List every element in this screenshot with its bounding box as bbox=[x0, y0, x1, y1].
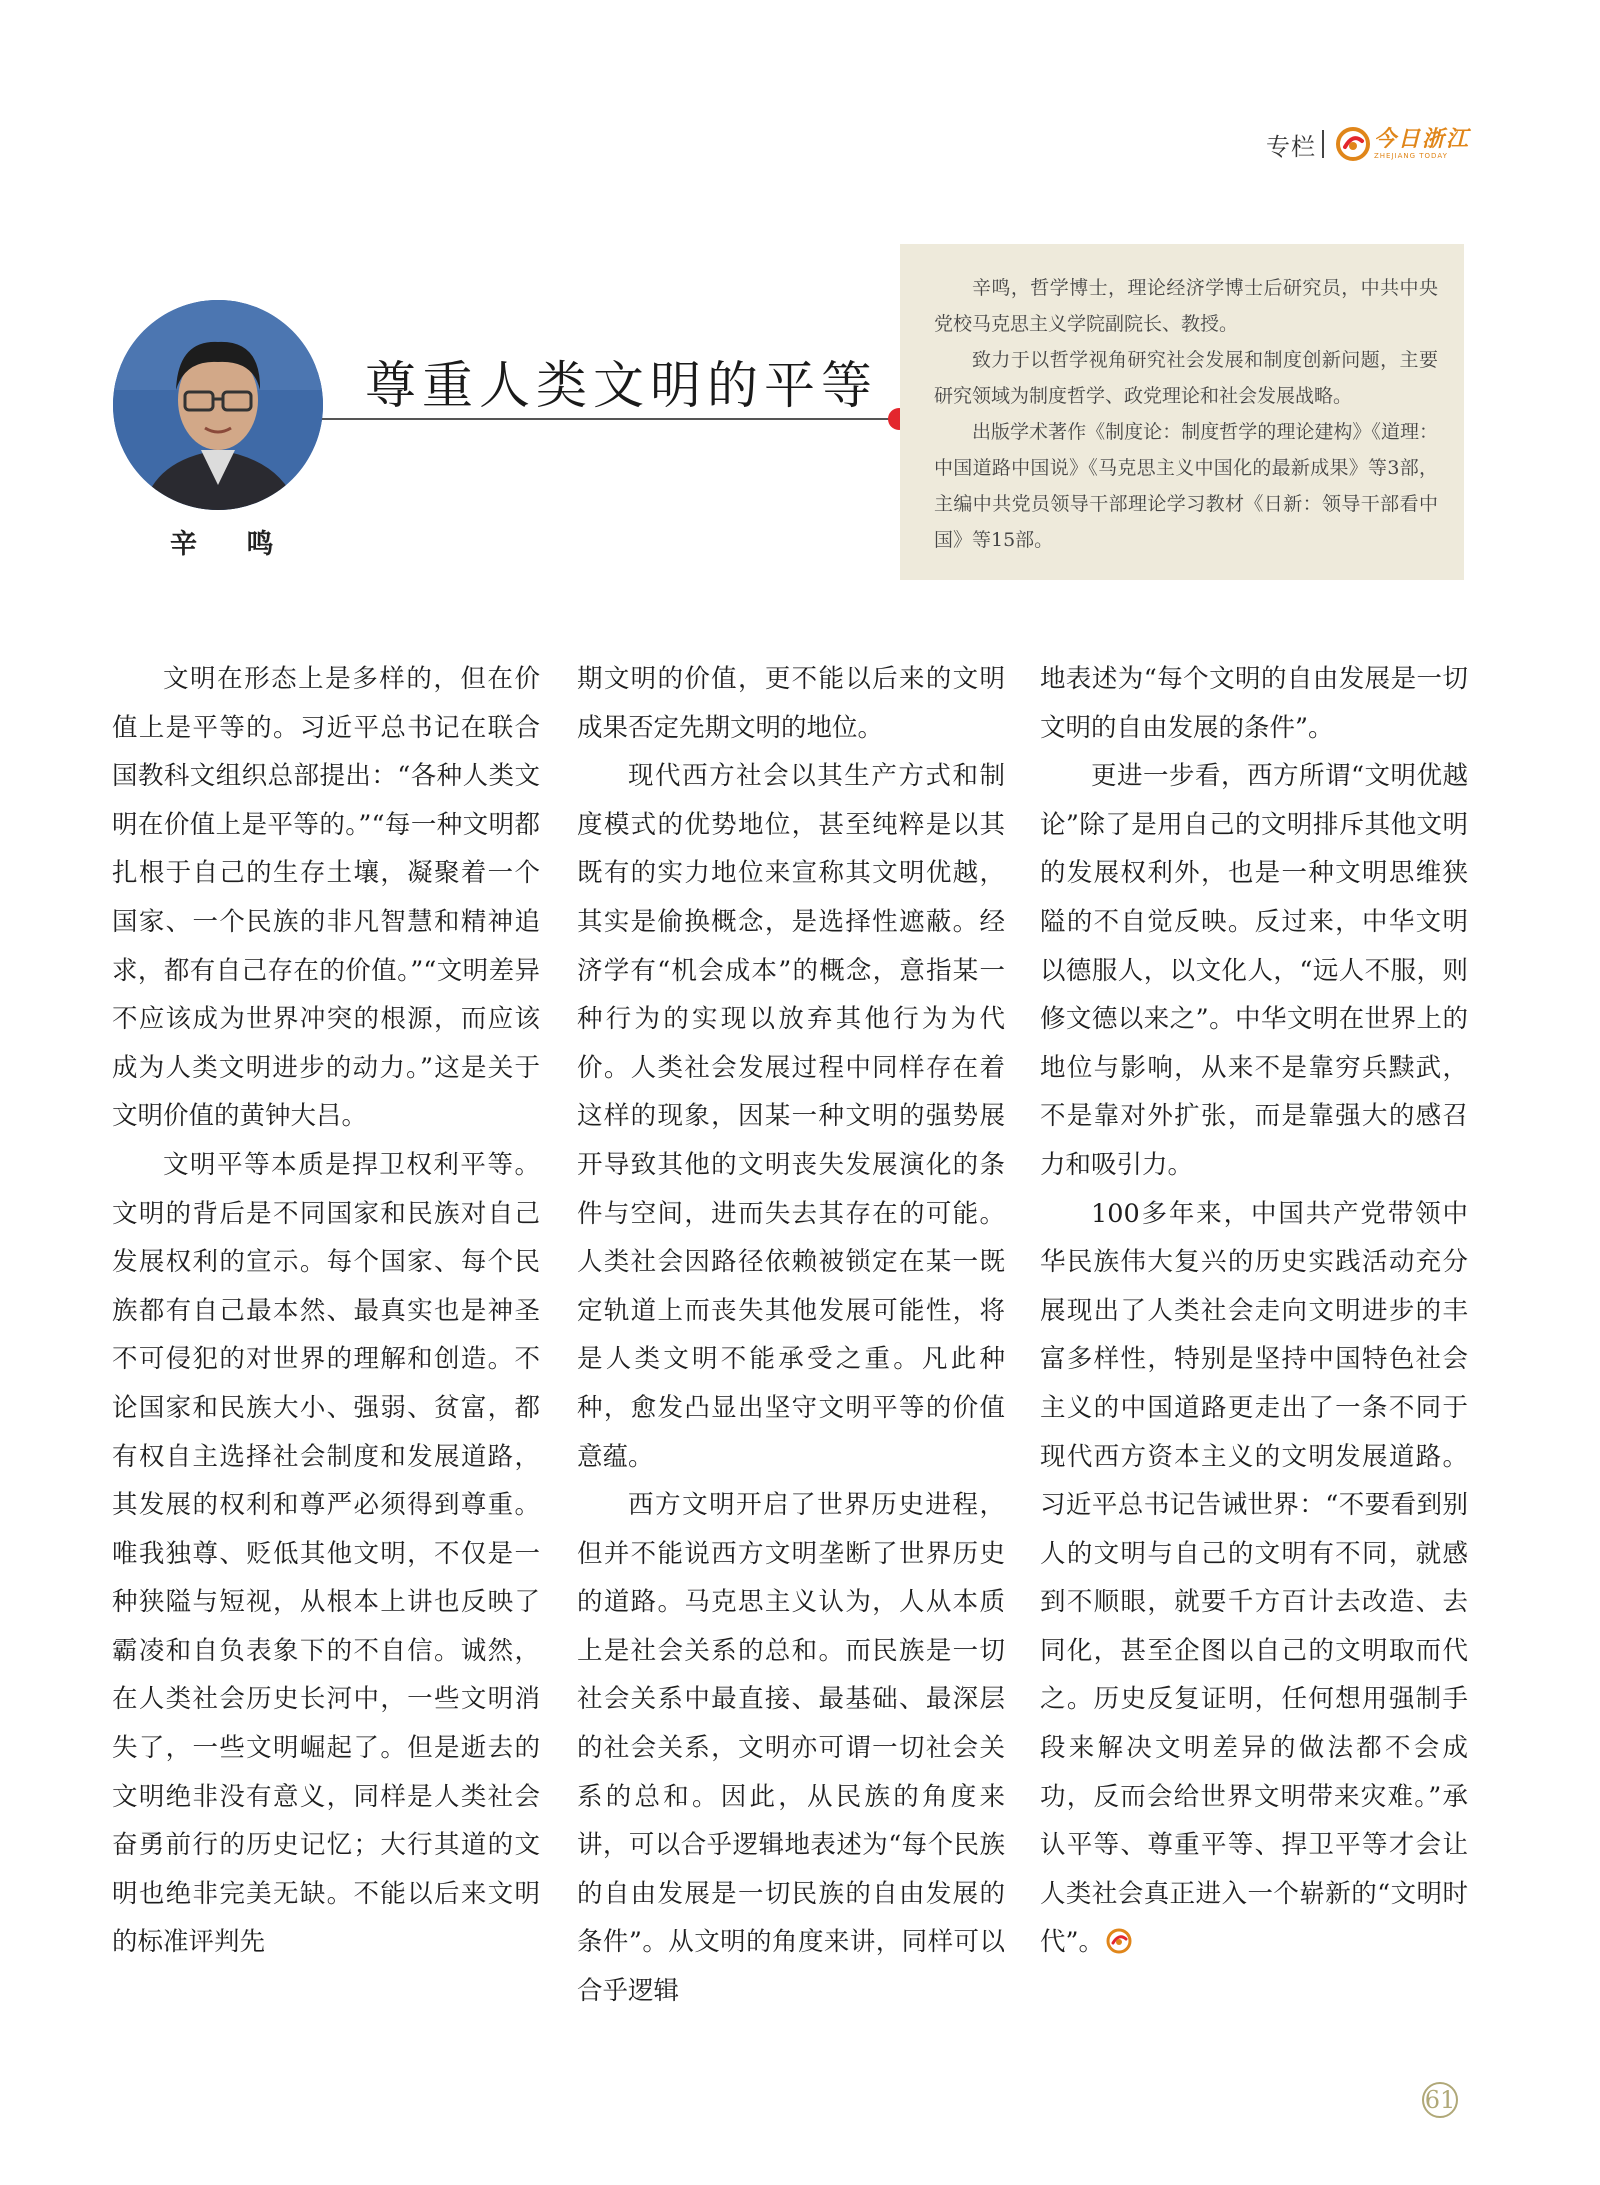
body-paragraph: 现代西方社会以其生产方式和制度模式的优势地位，甚至纯粹是以其既有的实力地位来宣称其文明优越，其实是偷换概念，是选择性遮蔽。经济学有“机会成本”的概念，意指某一种行为的实现以放弃其他行为为代价。人类社会发展过程中同样存在着这样的现象，因某一种文明的强势展开导致其他的文明丧失发展演化的条件与空间，进而失去其存在的可能。人类社会因路径依赖被锁定在某一既定轨道上而丧失其他发展可能性，将是人类文明不能承受之重。凡此种种，愈发凸显出坚守文明平等的价值意蕴。 bbox=[577, 761, 1005, 1472]
author-name: 辛 鸣 bbox=[170, 529, 294, 560]
body-paragraph: 文明平等本质是捍卫权利平等。文明的背后是不同国家和民族对自己发展权利的宣示。每个国家、每个民族都有自己最本然、最真实也是神圣不可侵犯的对世界的理解和创造。不论国家和民族大小、强弱、贫富，都有权自主选择社会制度和发展道路，其发展的权利和尊严必须得到尊重。唯我独尊、贬低其他文明，不仅是一种狭隘与短视，从根本上讲也反映了霸凌和自负表象下的不自信。诚然，在人类社会历史长河中，一些文明消失了，一些文明崛起了。但是逝去的文明绝非没有意义，同样是人类社会奋勇前行的历史记忆；大行其道的文明也绝非完美无缺。不能以后来文明的标准评判先 bbox=[112, 1149, 540, 1958]
bio-paragraph: 辛鸣，哲学博士，理论经济学博士后研究员，中共中央党校马克思主义学院副院长、教授。 bbox=[934, 277, 1438, 335]
column-label: 专栏 bbox=[1265, 132, 1316, 161]
end-mark-icon bbox=[1106, 1928, 1132, 1954]
body-paragraph-last bbox=[1040, 1190, 1468, 1968]
body-column-2 bbox=[577, 655, 1005, 2016]
bio-paragraph: 出版学术著作《制度论：制度哲学的理论建构》《道理：中国道路中国说》《马克思主义中国化的最新成果》等3部，主编中共党员领导干部理论学习教材《日新：领导干部看中国》等15部。 bbox=[934, 421, 1438, 551]
author-portrait bbox=[113, 300, 323, 510]
logo-text bbox=[1373, 126, 1470, 160]
title-rule bbox=[322, 418, 898, 420]
last-paragraph-text: 100多年来，中国共产党带领中华民族伟大复兴的历史实践活动充分展现出了人类社会走向文明进步的丰富多样性，特别是坚持中国特色社会主义的中国道路更走出了一条不同于现代西方资本主义的文明发展道路。习近平总书记告诫世界：“不要看到别人的文明与自己的文明有不同，就感到不顺眼，就要千方百计去改造、去同化，甚至企图以自己的文明取而代之。历史反复证明，任何想用强制手段来解决文明差异的做法都不会成功，反而会给世界文明带来灾难。”承认平等、尊重平等、捍卫平等才会让人类社会真正进入一个崭新的“文明时代”。 bbox=[1040, 1198, 1468, 1958]
page-header bbox=[1266, 126, 1470, 162]
logo-english: ZHEJIANG TODAY bbox=[1373, 151, 1448, 160]
body-column-1 bbox=[112, 655, 540, 1967]
body-paragraph: 地表述为“每个文明的自由发展是一切文明的自由发展的条件”。 bbox=[1040, 664, 1468, 743]
body-column-3 bbox=[1040, 655, 1468, 1967]
body-paragraph: 期文明的价值，更不能以后来的文明成果否定先期文明的地位。 bbox=[577, 664, 1005, 743]
author-bio-box bbox=[900, 244, 1464, 580]
body-paragraph: 西方文明开启了世界历史进程，但并不能说西方文明垄断了世界历史的道路。马克思主义认为，人从本质上是社会关系的总和。而民族是一切社会关系中最直接、最基础、最深层的社会关系，文明亦可谓一切社会关系的总和。因此，从民族的角度来讲，可以合乎逻辑地表述为“每个民族的自由发展是一切民族的自由发展的条件”。从文明的角度来讲，同样可以合乎逻辑 bbox=[577, 1490, 1005, 2007]
header-divider bbox=[1322, 130, 1324, 158]
body-paragraph: 文明在形态上是多样的，但在价值上是平等的。习近平总书记在联合国教科文组织总部提出：“各种人类文明在价值上是平等的。”“每一种文明都扎根于自己的生存土壤，凝聚着一个国家、一个民族的非凡智慧和精神追求，都有自己存在的价值。”“文明差异不应该成为世界冲突的根源，而应该成为人类文明进步的动力。”这是关于文明价值的黄钟大吕。 bbox=[112, 664, 540, 1132]
body-paragraph: 更进一步看，西方所谓“文明优越论”除了是用自己的文明排斥其他文明的发展权利外，也是一种文明思维狭隘的不自觉反映。反过来，中华文明以德服人，以文化人，“远人不服，则修文德以来之”。中华文明在世界上的地位与影响，从来不是靠穷兵黩武，不是靠对外扩张，而是靠强大的感召力和吸引力。 bbox=[1040, 761, 1468, 1180]
bio-paragraph: 致力于以哲学视角研究社会发展和制度创新问题，主要研究领域为制度哲学、政党理论和社会发展战略。 bbox=[934, 349, 1438, 407]
author-portrait-icon bbox=[113, 300, 323, 510]
page-number-text: 61 bbox=[1422, 2082, 1458, 2118]
zhejiang-today-logo-icon bbox=[1336, 127, 1370, 161]
logo-chinese: 今日浙江 bbox=[1373, 126, 1470, 152]
page-number bbox=[1422, 2082, 1458, 2118]
article-title: 尊重人类文明的平等 bbox=[365, 357, 879, 416]
